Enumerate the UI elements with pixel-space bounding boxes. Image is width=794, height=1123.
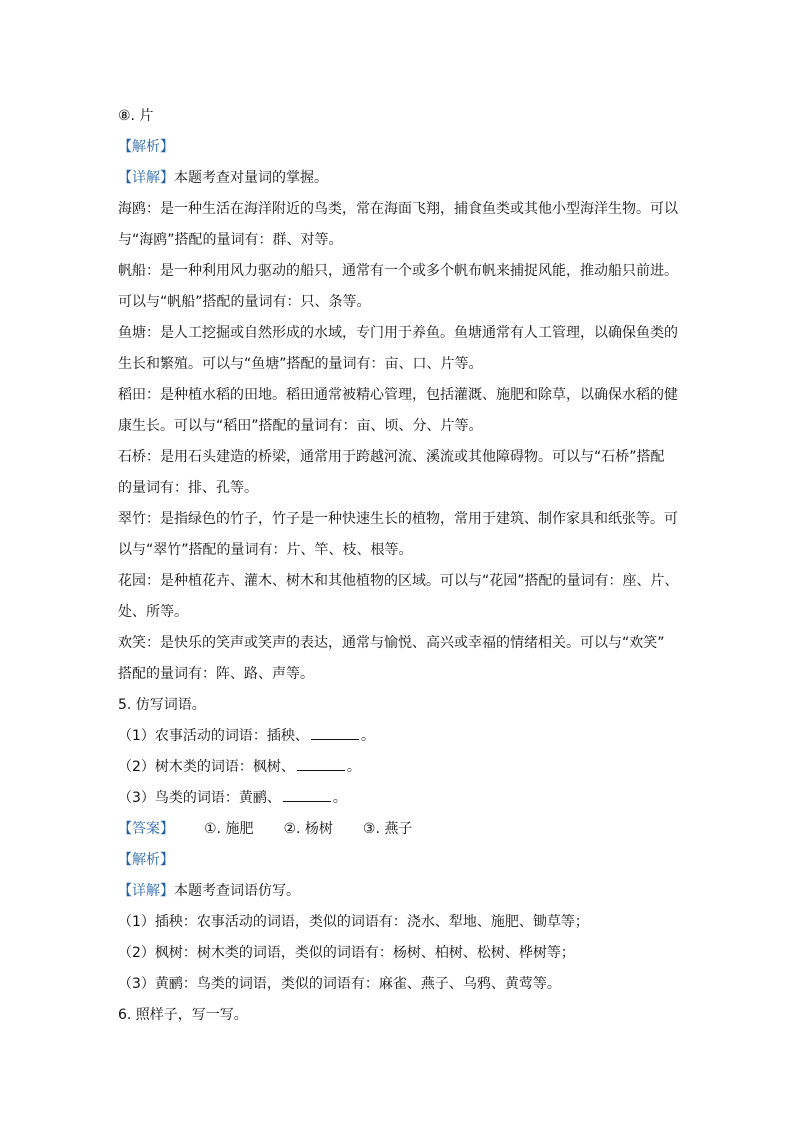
explanation-line: （3）黄鹂：鸟类的词语，类似的词语有：麻雀、燕子、乌鸦、黄莺等。 [118, 976, 561, 992]
question-5-title: 5. 仿写词语。 [118, 697, 206, 713]
explanation-line: 与“海鸥”搭配的量词有：群、对等。 [118, 232, 343, 248]
analysis-label: 【解析】 [118, 852, 174, 868]
question-5-item-3 [118, 783, 683, 814]
explanation-line: 处、所等。 [118, 604, 188, 620]
question-5-item-prefix: （2）树木类的词语：枫树、 [118, 759, 295, 775]
explanation-line: 海鸥：是一种生活在海洋附近的鸟类，常在海面飞翔，捕食鱼类或其他小型海洋生物。可以 [118, 201, 678, 217]
detail-intro [118, 163, 683, 194]
answer-item: ①. 施肥 [204, 821, 254, 837]
answer-item-8: ⑧. 片 [118, 108, 154, 124]
detail-label: 【详解】 [118, 883, 174, 899]
explanation-line: 康生长。可以与“稻田”搭配的量词有：亩、顷、分、片等。 [118, 418, 483, 434]
answer-blank [283, 787, 331, 802]
question-6-title: 6. 照样子，写一写。 [118, 1007, 248, 1023]
explanation-line: 花园：是种植花卉、灌木、树木和其他植物的区域。可以与“花园”搭配的量词有：座、片、 [118, 573, 679, 589]
detail-label: 【详解】 [118, 170, 174, 186]
question-5-item-2 [118, 752, 683, 783]
explanation-line: 稻田：是种植水稻的田地。稻田通常被精心管理，包括灌溉、施肥和除草，以确保水稻的健 [118, 387, 678, 403]
answer-item: ②. 杨树 [283, 821, 333, 837]
answer-item: ③. 燕子 [362, 821, 413, 837]
explanation-line: 以与“翠竹”搭配的量词有：片、竿、枝、根等。 [118, 542, 413, 558]
explanation-line: 可以与“帆船”搭配的量词有：只、条等。 [118, 294, 371, 310]
question-5-item-suffix: 。 [360, 728, 375, 744]
question-5-item-suffix: 。 [346, 759, 361, 775]
explanation-line: 搭配的量词有：阵、路、声等。 [118, 666, 314, 682]
question-5-item-1 [118, 721, 683, 752]
detail-intro-text: 本题考查词语仿写。 [174, 883, 300, 899]
document-page [118, 101, 683, 1031]
answer-blank [297, 756, 345, 771]
explanation-line: 帆船：是一种利用风力驱动的船只，通常有一个或多个帆布帆来捕捉风能，推动船只前进。 [118, 263, 678, 279]
explanation-line: 翠竹：是指绿色的竹子，竹子是一种快速生长的植物，常用于建筑、制作家具和纸张等。可 [118, 511, 678, 527]
question-5-item-prefix: （1）农事活动的词语：插秧、 [118, 728, 309, 744]
explanation-line: 鱼塘：是人工挖掘或自然形成的水域，专门用于养鱼。鱼塘通常有人工管理，以确保鱼类的 [118, 325, 678, 341]
question-5-item-prefix: （3）鸟类的词语：黄鹂、 [118, 790, 281, 806]
analysis-label: 【解析】 [118, 139, 174, 155]
detail-intro-text: 本题考查对量词的掌握。 [174, 170, 328, 186]
explanation-line: 生长和繁殖。可以与“鱼塘”搭配的量词有：亩、口、片等。 [118, 356, 483, 372]
answer-label: 【答案】 [118, 821, 174, 837]
question-5-item-suffix: 。 [332, 790, 347, 806]
answer-row [118, 814, 683, 845]
answer-blank [311, 725, 359, 740]
explanation-line: 石桥：是用石头建造的桥梁，通常用于跨越河流、溪流或其他障碍物。可以与“石桥”搭配 [118, 449, 665, 465]
explanation-line: 的量词有：排、孔等。 [118, 480, 258, 496]
detail-intro [118, 876, 683, 907]
explanation-line: （2）枫树：树木类的词语，类似的词语有：杨树、柏树、松树、桦树等； [118, 945, 575, 961]
explanation-line: （1）插秧：农事活动的词语，类似的词语有：浇水、犁地、施肥、锄草等； [118, 914, 589, 930]
explanation-line: 欢笑：是快乐的笑声或笑声的表达，通常与愉悦、高兴或幸福的情绪相关。可以与“欢笑” [118, 635, 665, 651]
